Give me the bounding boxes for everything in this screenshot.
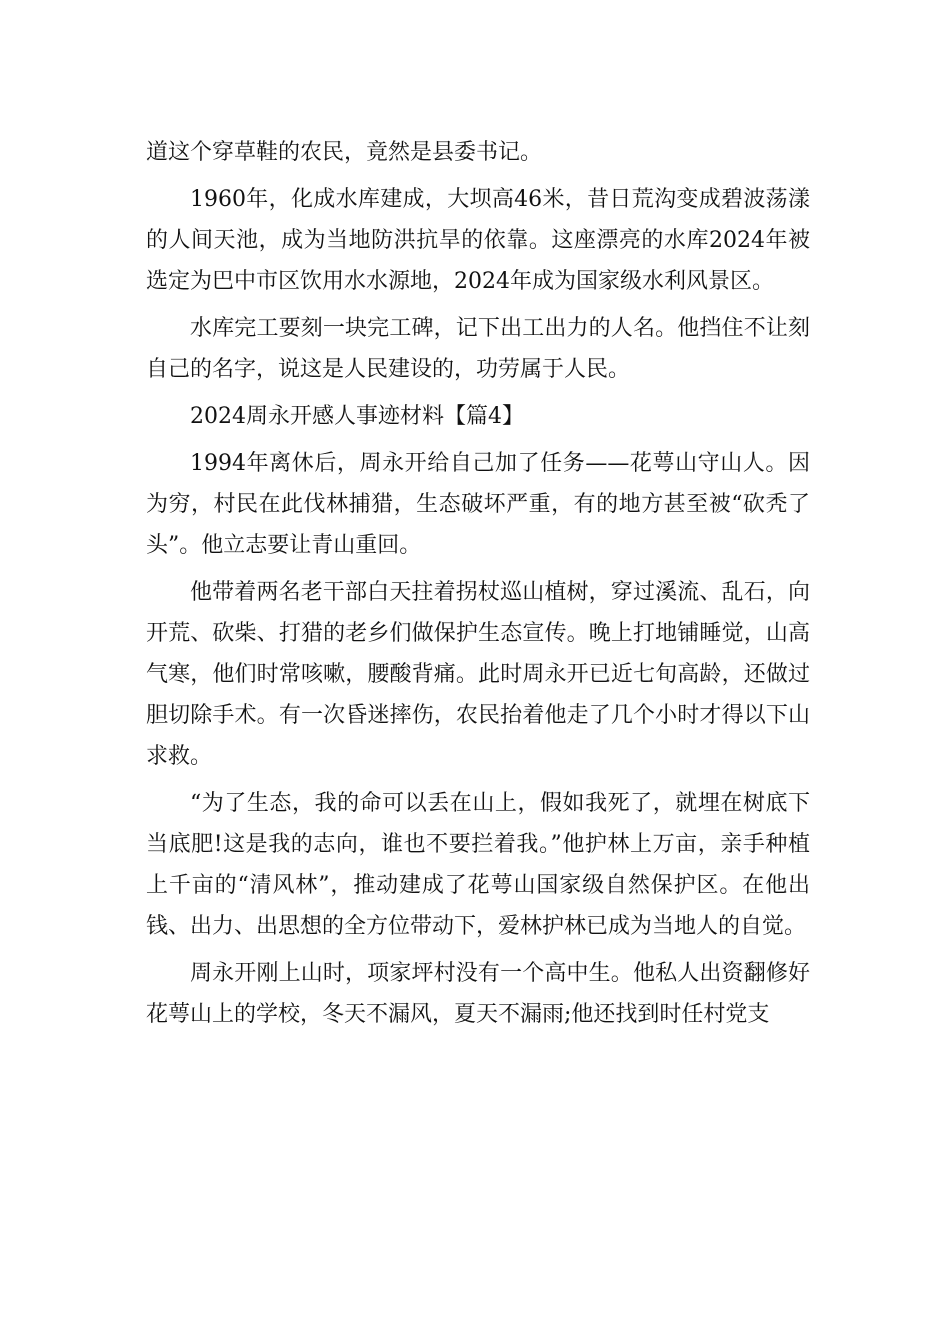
section-heading: 2024周永开感人事迹材料【篇4】 [190, 404, 524, 429]
paragraph-continuation: 道这个穿草鞋的农民，竟然是县委书记。 [146, 140, 543, 165]
document-page [146, 132, 810, 1035]
paragraph-patrol: 他带着两名老干部白天拄着拐杖巡山植树，穿过溪流、乱石，向开荒、砍柴、打猎的老乡们做保护生态宣传。晚上打地铺睡觉，山高气寒，他们时常咳嗽，腰酸背痛。此时周永开已近七旬高龄，还做过胆切除手术。有一次昏迷摔伤，农民抬着他走了几个小时才得以下山求救。 [146, 580, 810, 769]
paragraph-quote: “为了生态，我的命可以丢在山上，假如我死了，就埋在树底下当底肥!这是我的志向，谁也不要拦着我。”他护林上万亩，亲手种植上千亩的“清风林”，推动建成了花萼山国家级自然保护区。在他出钱、出力、出思想的全方位带动下，爱林护林已成为当地人的自觉。 [146, 791, 810, 939]
paragraph-school: 周永开刚上山时，项家坪村没有一个高中生。他私人出资翻修好花萼山上的学校，冬天不漏风，夏天不漏雨;他还找到时任村党支 [146, 961, 810, 1027]
paragraph-retirement: 1994年离休后，周永开给自己加了任务——花萼山守山人。因为穷，村民在此伐林捕猎，生态破坏严重，有的地方甚至被“砍秃了头”。他立志要让青山重回。 [146, 451, 810, 558]
paragraph-reservoir: 1960年，化成水库建成，大坝高46米，昔日荒沟变成碧波荡漾的人间天池，成为当地防洪抗旱的依靠。这座漂亮的水库2024年被选定为巴中市区饮用水水源地，2024年成为国家级水利风景区。 [146, 187, 810, 294]
paragraph-monument: 水库完工要刻一块完工碑，记下出工出力的人名。他挡住不让刻自己的名字，说这是人民建设的，功劳属于人民。 [146, 316, 810, 382]
